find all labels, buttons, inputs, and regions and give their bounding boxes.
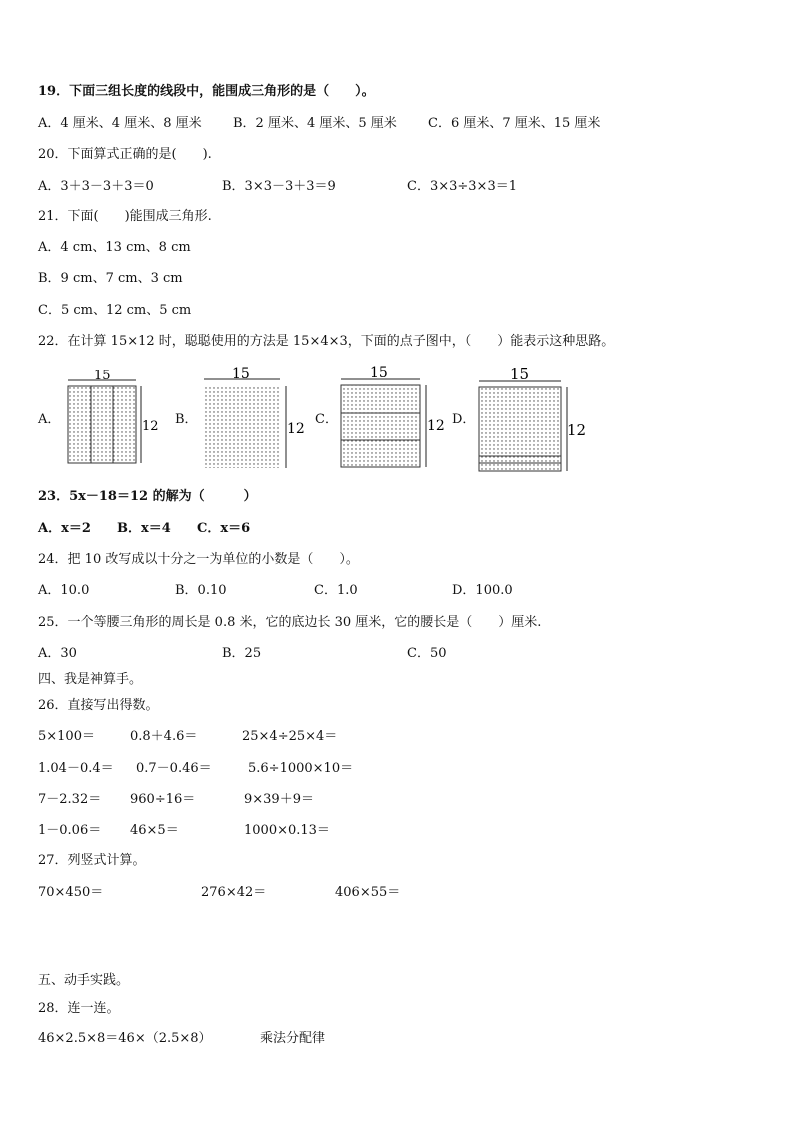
- q28-stem: 28．连一连。: [38, 1001, 120, 1016]
- q24-option-a: A．10.0: [38, 583, 90, 598]
- q22-figure-b-side-label: 12: [287, 421, 305, 437]
- q22-figure-c-letter: C．: [315, 412, 338, 427]
- q26-item: 25×4÷25×4＝: [242, 729, 338, 744]
- q20-option-b: B．3×3－3＋3＝9: [222, 179, 336, 194]
- q22-figure-a: [64, 370, 160, 466]
- q20-stem: 20．下面算式正确的是( ).: [38, 147, 212, 162]
- q21-option-a: A．4 cm、13 cm、8 cm: [38, 240, 191, 255]
- q28-left-expression: 46×2.5×8＝46×（2.5×8）: [38, 1031, 212, 1046]
- q22-figure-a-side-label: 12: [142, 419, 159, 434]
- q26-item: 5×100＝: [38, 729, 95, 744]
- q22-figure-d-letter: D．: [452, 412, 476, 427]
- q21-stem: 21．下面( )能围成三角形.: [38, 209, 212, 224]
- q25-option-a: A．30: [38, 646, 77, 661]
- q26-item: 5.6÷1000×10＝: [248, 761, 354, 776]
- q26-item: 960÷16＝: [130, 792, 196, 807]
- q25-stem: 25．一个等腰三角形的周长是 0.8 米，它的底边长 30 厘米，它的腰长是（ ）厘米.: [38, 615, 542, 630]
- q27-stem: 27．列竖式计算。: [38, 853, 146, 868]
- q22-figure-b-letter: B．: [175, 412, 198, 427]
- q22-figure-c-side-label: 12: [427, 418, 445, 434]
- q24-option-b: B．0.10: [175, 583, 227, 598]
- q23-option-b: B．x＝4: [117, 521, 171, 536]
- q22-figure-d-top-label: 15: [510, 365, 530, 383]
- q26-item: 1－0.06＝: [38, 823, 102, 838]
- q26-stem: 26．直接写出得数。: [38, 698, 159, 713]
- q21-option-c: C．5 cm、12 cm、5 cm: [38, 303, 192, 318]
- q26-item: 0.7－0.46＝: [136, 761, 212, 776]
- q28-right-term: 乘法分配律: [260, 1031, 326, 1046]
- q19-stem: 19．下面三组长度的线段中，能围成三角形的是（ ）。: [38, 84, 375, 99]
- q23-option-a: A．x＝2: [38, 521, 91, 536]
- q25-option-b: B．25: [222, 646, 262, 661]
- q20-option-a: A．3＋3－3＋3＝0: [38, 179, 154, 194]
- q21-option-b: B．9 cm、7 cm、3 cm: [38, 271, 183, 286]
- q24-option-d: D．100.0: [452, 583, 513, 598]
- q26-item: 1000×0.13＝: [244, 823, 330, 838]
- q19-option-c: C．6 厘米、7 厘米、15 厘米: [428, 116, 601, 131]
- q23-stem: 23．5x－18＝12 的解为（ ）: [38, 489, 257, 504]
- q26-item: 1.04－0.4＝: [38, 761, 114, 776]
- q24-stem: 24．把 10 改写成以十分之一为单位的小数是（ ）。: [38, 552, 359, 567]
- q22-figure-d-side-label: 12: [567, 421, 587, 439]
- section-5-heading: 五、动手实践。: [38, 973, 130, 988]
- q19-option-a: A．4 厘米、4 厘米、8 厘米: [38, 116, 202, 131]
- q20-option-c: C．3×3÷3×3＝1: [407, 179, 517, 194]
- q22-stem: 22．在计算 15×12 时，聪聪使用的方法是 15×4×3，下面的点子图中，（ ）能表示这种思路。: [38, 334, 615, 349]
- q26-item: 46×5＝: [130, 823, 179, 838]
- q22-figure-b: [200, 366, 306, 470]
- section-4-heading: 四、我是神算手。: [38, 672, 143, 687]
- q22-figure-a-top-label: 15: [94, 370, 111, 383]
- q27-item: 406×55＝: [335, 885, 401, 900]
- q27-item: 276×42＝: [201, 885, 267, 900]
- q27-item: 70×450＝: [38, 885, 104, 900]
- q22-figure-a-letter: A．: [38, 412, 61, 427]
- q26-item: 7－2.32＝: [38, 792, 102, 807]
- q23-option-c: C．x＝6: [197, 521, 251, 536]
- q26-item: 9×39＋9＝: [244, 792, 314, 807]
- q24-option-c: C．1.0: [314, 583, 358, 598]
- q22-figure-b-top-label: 15: [232, 366, 250, 382]
- q26-item: 0.8＋4.6＝: [130, 729, 198, 744]
- q22-figure-c: [338, 363, 446, 471]
- q22-figure-c-top-label: 15: [370, 365, 388, 381]
- q19-option-b: B．2 厘米、4 厘米、5 厘米: [233, 116, 397, 131]
- q25-option-c: C．50: [407, 646, 447, 661]
- q22-figure-d: [476, 363, 588, 475]
